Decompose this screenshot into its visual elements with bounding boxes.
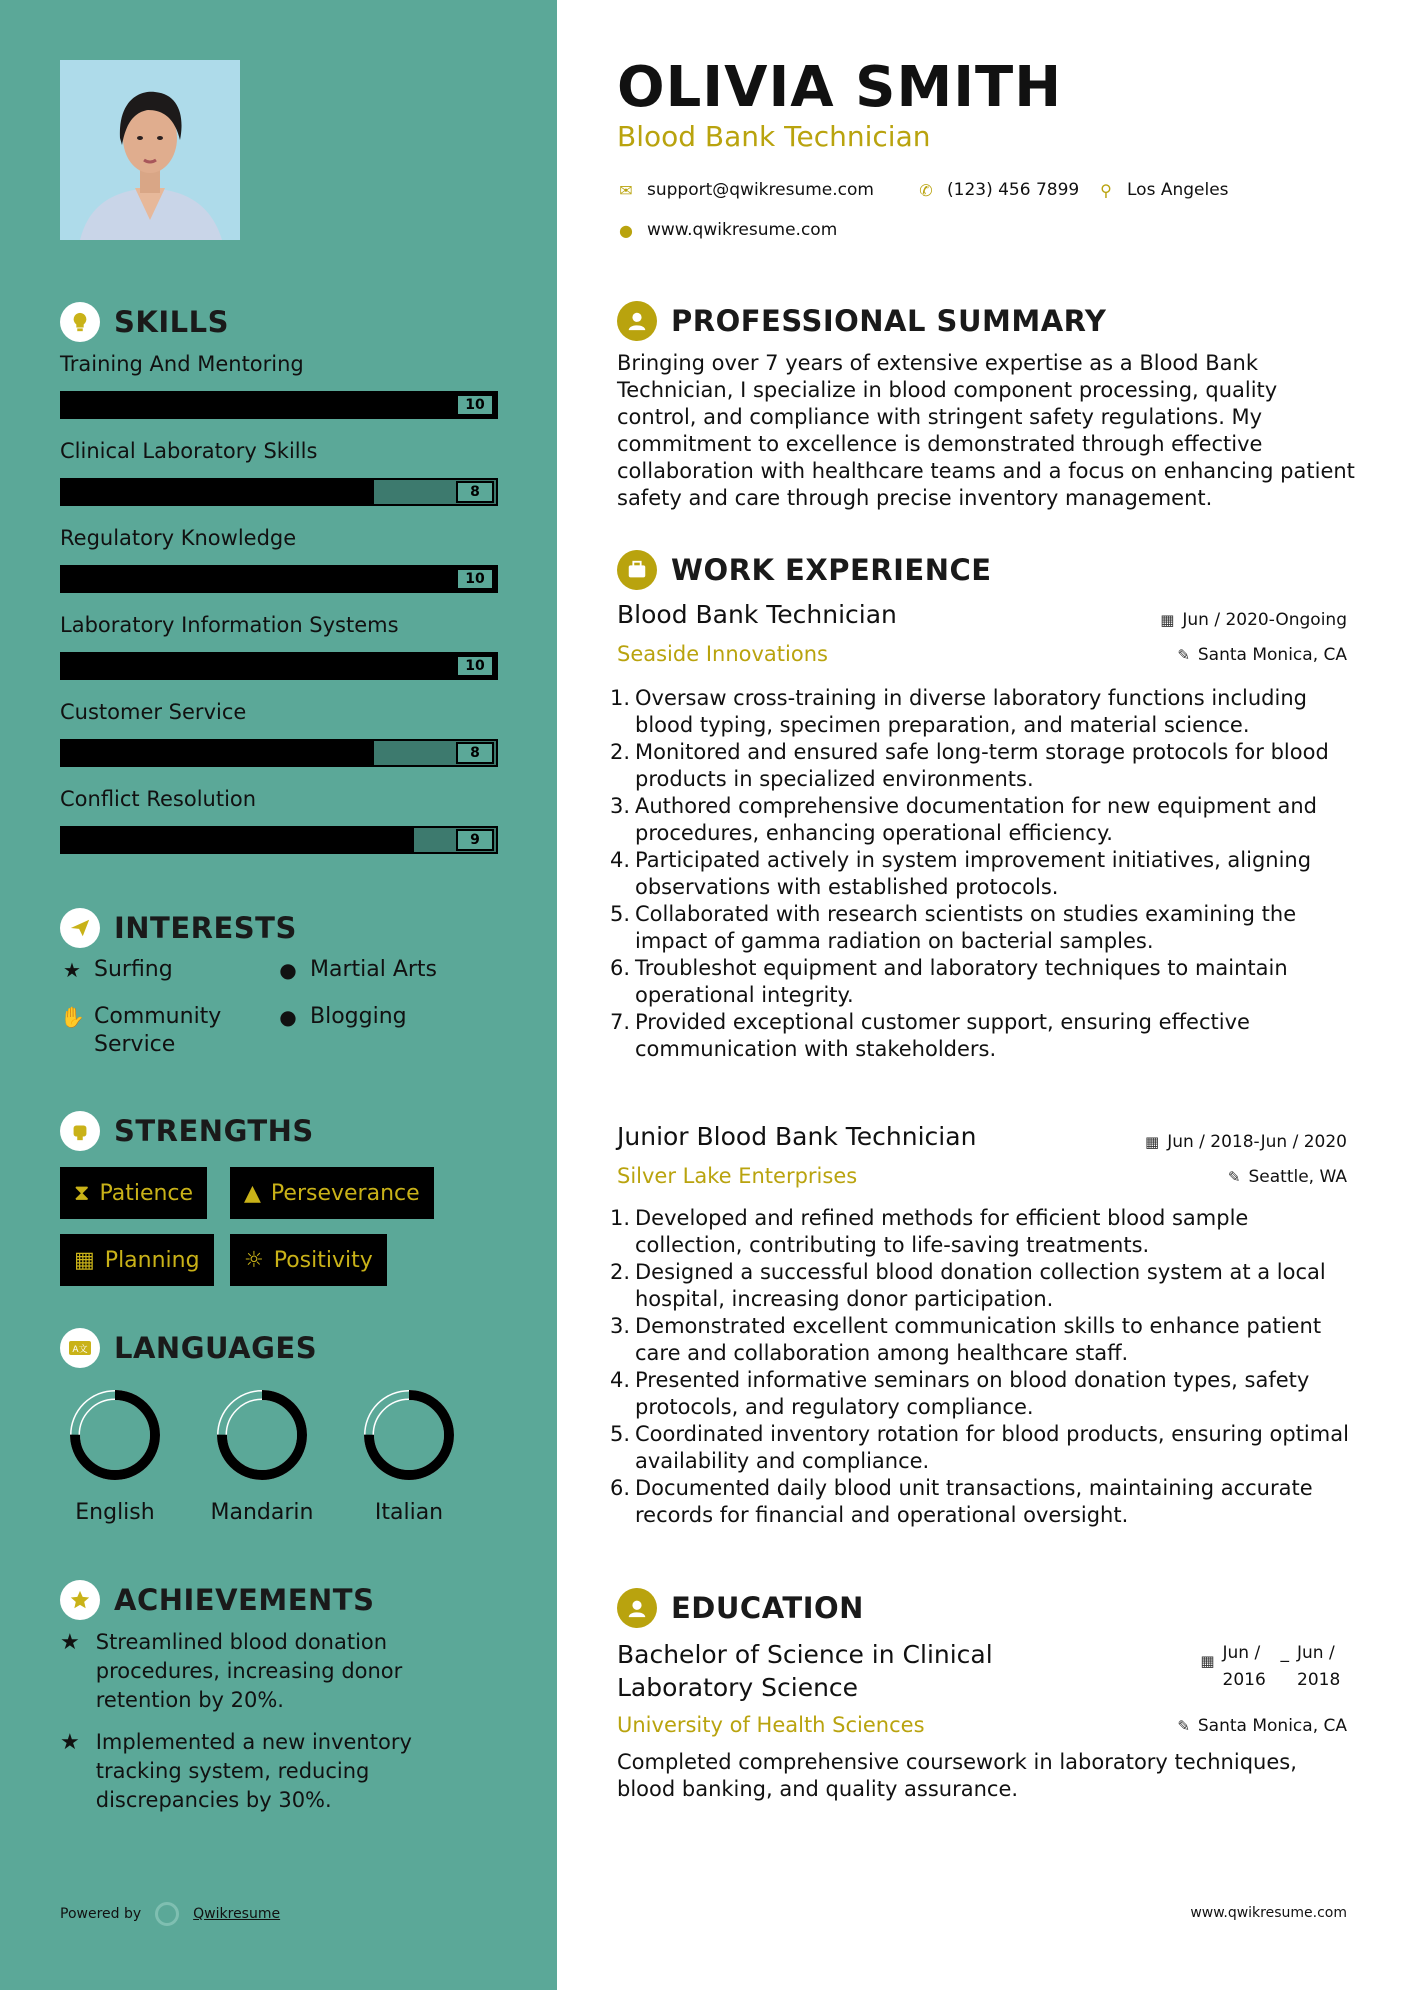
bullet-number: 5. [610,1422,631,1446]
road-icon: ▲ [244,1180,261,1206]
bullet-text: Monitored and ensured safe long-term storage protocols for blood products in specialized environments. [635,740,1329,791]
job-title: Blood Bank Technician [617,600,897,629]
interest-label: Blogging [310,1004,407,1029]
bullet-number: 5. [610,902,631,926]
strength-label: Perseverance [270,1180,420,1206]
bullet-text: Collaborated with research scientists on studies examining the impact of gamma radiation on bacterial samples. [635,902,1297,953]
brand-link[interactable]: Qwikresume [193,1906,281,1922]
user-icon [617,301,657,341]
skills-header [60,302,229,342]
language-ring [359,1385,459,1485]
strengths-header [60,1111,314,1151]
bullet-number: 6. [610,956,631,980]
skill-bar [60,652,498,680]
skill-level: 10 [456,655,494,677]
language-name: English [75,1500,155,1525]
degree-title: Bachelor of Science in Clinical Laboratory Science [617,1640,993,1702]
powered-by-text: Powered by [60,1906,142,1922]
bullet-number: 6. [610,1476,631,1500]
job-bullet [610,739,1355,793]
job-bullet [610,955,1355,1009]
experience-header [617,550,992,590]
contact-email [617,180,874,200]
job-dates [1145,1132,1347,1152]
skill-bar-fill [62,567,496,591]
calendar-icon: ▦ [1145,1133,1160,1151]
achievement-text: Streamlined blood donation procedures, increasing donor retention by 20%. [95,1630,403,1712]
pin-icon: ✎ [1227,1168,1241,1186]
users-icon: ● [279,1005,297,1029]
sun-icon: ☼ [244,1247,264,1273]
job-bullet [610,1205,1355,1259]
education-date-sep: _ [1280,1643,1289,1663]
skill-name: Clinical Laboratory Skills [60,439,318,463]
bullet-text: Developed and refined methods for efficient blood sample collection, contributing to life-saving treatments. [635,1206,1249,1257]
interest-label: Martial Arts [310,957,438,982]
footer-website[interactable]: www.qwikresume.com [1190,1905,1347,1921]
job-bullets [610,685,1355,1063]
interests-title: INTERESTS [114,911,297,945]
bullet-number: 7. [610,1010,631,1034]
skills-title: SKILLS [114,305,229,339]
skill-level: 9 [456,829,494,851]
paper-plane-icon [60,908,100,948]
globe-icon: ● [279,958,297,982]
bullet-number: 3. [610,1314,631,1338]
language-ring [212,1385,312,1485]
qwikresume-logo-icon [155,1902,179,1926]
interest-item [276,956,437,984]
job-dates-text: Jun / 2018-Jun / 2020 [1167,1132,1347,1152]
job-bullet [610,901,1355,955]
job-bullets [610,1205,1355,1529]
skill-bar [60,565,498,593]
lightbulb-icon [60,302,100,342]
contact-website [617,220,837,240]
fist-icon [60,1111,100,1151]
envelope-icon: ✉ [619,180,633,200]
star-icon: ★ [63,958,81,982]
interest-item [276,1003,407,1031]
bullet-text: Coordinated inventory rotation for blood products, ensuring optimal availability and compliance. [635,1422,1349,1473]
job-bullet [610,1367,1355,1421]
achievement-text: Implemented a new inventory tracking system, reducing discrepancies by 30%. [95,1730,412,1812]
job-bullet [610,1259,1355,1313]
hand-icon: ✋ [60,1005,85,1029]
skill-level: 8 [456,481,494,503]
education-location [1177,1716,1347,1736]
job-location [1177,645,1347,665]
education-location-text: Santa Monica, CA [1197,1716,1347,1736]
website-text[interactable]: www.qwikresume.com [647,220,838,240]
star-icon: ★ [60,1630,80,1655]
skill-level: 10 [456,568,494,590]
language-ring [65,1385,165,1485]
hourglass-icon: ⧗ [74,1180,90,1206]
achievements-header [60,1580,374,1620]
skill-name: Conflict Resolution [60,787,257,811]
job-location-text: Santa Monica, CA [1197,645,1347,665]
bullet-text: Presented informative seminars on blood donation types, safety protocols, and regulatory compliance. [635,1368,1310,1419]
skill-bar [60,826,498,854]
skill-name: Laboratory Information Systems [60,613,399,637]
bullet-number: 1. [610,686,631,710]
graduate-icon [617,1588,657,1628]
language-name: Mandarin [210,1500,314,1525]
interest-item [60,956,173,984]
strength-badge [60,1167,207,1219]
skill-name: Training And Mentoring [60,352,304,376]
bullet-text: Demonstrated excellent communication skills to enhance patient care and collaboration among healthcare staff. [635,1314,1322,1365]
job-bullet [610,1421,1355,1475]
job-company: Seaside Innovations [617,642,828,666]
languages-title: LANGUAGES [114,1331,318,1365]
phone-text[interactable]: (123) 456 7899 [947,180,1080,200]
job-title: Junior Blood Bank Technician [617,1122,977,1151]
language-name: Italian [374,1500,444,1525]
pin-icon: ✎ [1177,1717,1190,1735]
contact-location [1097,180,1229,200]
location-text: Los Angeles [1127,180,1229,200]
interests-header [60,908,297,948]
job-company: Silver Lake Enterprises [617,1164,858,1188]
interest-label: Surfing [94,957,173,982]
skill-name: Customer Service [60,700,247,724]
job-bullet [610,1313,1355,1367]
map-pin-icon: ⚲ [1100,180,1112,200]
candidate-role: Blood Bank Technician [617,120,931,153]
profile-photo [60,60,240,240]
strength-label: Patience [99,1180,194,1206]
job-bullet [610,685,1355,739]
contact-phone [917,180,1079,200]
education-header [617,1588,864,1628]
job-dates-text: Jun / 2020-Ongoing [1182,610,1347,630]
strength-badge [230,1234,387,1286]
candidate-name: OLIVIA SMITH [617,55,1063,120]
language-icon [60,1328,100,1368]
phone-icon: ✆ [919,180,933,200]
bullet-number: 4. [610,1368,631,1392]
skill-bar [60,739,498,767]
bullet-text: Authored comprehensive documentation for new equipment and procedures, enhancing operational efficiency. [635,794,1317,845]
education-description: Completed comprehensive coursework in laboratory techniques, blood banking, and quality assurance. [617,1750,1297,1801]
achievements-title: ACHIEVEMENTS [114,1583,375,1617]
strength-label: Planning [104,1247,200,1273]
skill-bar-fill [62,480,374,504]
job-dates [1160,610,1347,630]
job-location-text: Seattle, WA [1248,1167,1347,1187]
experience-title: WORK EXPERIENCE [671,553,992,587]
bullet-text: Oversaw cross-training in diverse laboratory functions including blood typing, specimen preparation, and material science. [635,686,1307,737]
bullet-text: Provided exceptional customer support, ensuring effective communication with stakeholders. [635,1010,1250,1061]
strength-badge [60,1234,214,1286]
svg-text:A文: A文 [72,1345,88,1355]
star-icon: ★ [60,1730,80,1755]
summary-text: Bringing over 7 years of extensive expertise as a Blood Bank Technician, I specialize in blood component processing, quality control, and compliance with stringent safety regulations. My commitment to excellence is demonstrated through effective collaboration with healthcare teams and a focus on enhancing patient safety and care through precise inventory management. [617,351,1355,510]
bullet-text: Troubleshot equipment and laboratory techniques to maintain operational integrity. [635,956,1288,1007]
calendar-icon: ▦ [1160,611,1175,629]
job-bullet [610,847,1355,901]
strength-label: Positivity [273,1247,373,1273]
bullet-number: 3. [610,794,631,818]
skill-bar-fill [62,741,374,765]
job-bullet [610,1475,1355,1529]
footer-powered [60,1902,280,1926]
sidebar [0,0,557,1990]
pin-icon: ✎ [1177,646,1190,664]
globe-icon: ● [619,220,633,240]
job-location [1228,1167,1347,1187]
skill-bar-fill [62,393,496,417]
skill-bar [60,391,498,419]
education-date-end: Jun / 2018 [1297,1643,1341,1690]
summary-header [617,301,1106,341]
calendar-icon: ▦ [1200,1652,1215,1670]
achievement-star-icon [60,1580,100,1620]
education-date-start: Jun / 2016 [1222,1643,1266,1690]
briefcase-icon [617,550,657,590]
interest-item [60,1003,260,1059]
achievement-item [60,1728,490,1815]
skill-bar-fill [62,828,414,852]
job-bullet [610,793,1355,847]
education-dates [1200,1640,1347,1694]
bullet-text: Designed a successful blood donation collection system at a local hospital, increasing donor participation. [635,1260,1326,1311]
achievement-item [60,1628,490,1715]
bullet-text: Documented daily blood unit transactions, maintaining accurate records for financial and operational oversight. [635,1476,1313,1527]
school-name: University of Health Sciences [617,1713,925,1737]
skill-level: 10 [456,394,494,416]
interest-label: Community Service [94,1004,222,1057]
calendar-icon: ▦ [74,1247,95,1273]
email-text[interactable]: support@qwikresume.com [647,180,874,200]
strength-badge [230,1167,434,1219]
skill-bar-fill [62,654,496,678]
skill-name: Regulatory Knowledge [60,526,297,550]
bullet-number: 4. [610,848,631,872]
languages-header [60,1328,317,1368]
education-title: EDUCATION [671,1591,864,1625]
strengths-title: STRENGTHS [114,1114,314,1148]
summary-title: PROFESSIONAL SUMMARY [671,304,1107,338]
job-bullet [610,1009,1355,1063]
skill-level: 8 [456,742,494,764]
bullet-number: 2. [610,1260,631,1284]
bullet-number: 1. [610,1206,631,1230]
bullet-number: 2. [610,740,631,764]
skill-bar [60,478,498,506]
bullet-text: Participated actively in system improvement initiatives, aligning observations with established protocols. [635,848,1312,899]
